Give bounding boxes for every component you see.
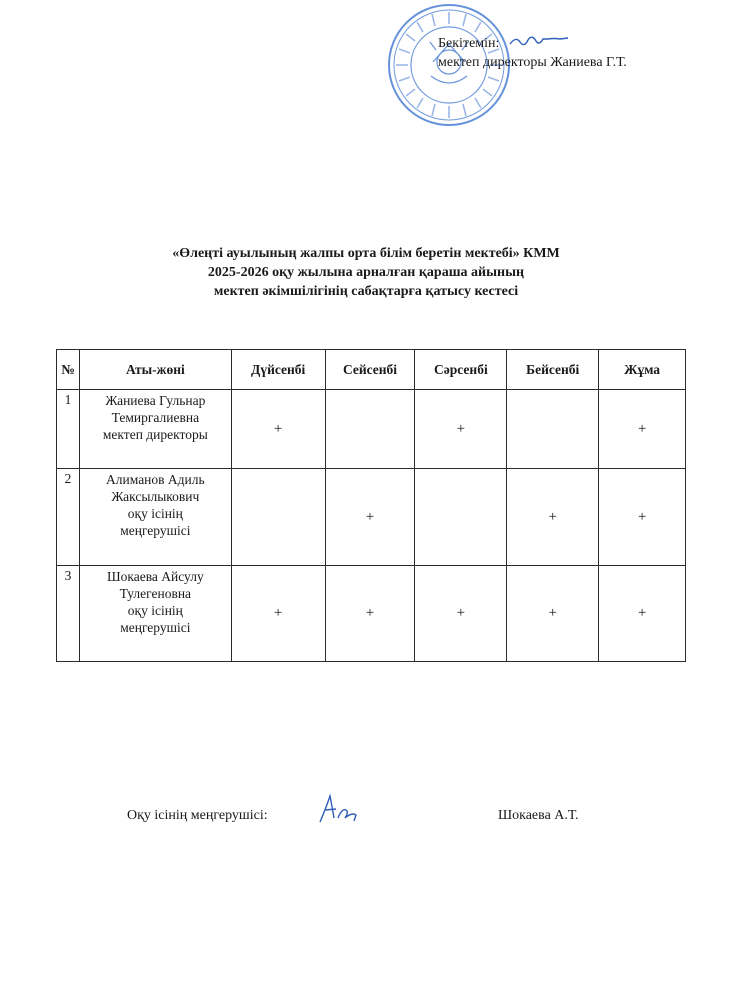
row-name-line: Темиргалиевна: [111, 410, 200, 425]
cell-tuesday: +: [325, 566, 415, 662]
table-row: [57, 566, 686, 662]
cell-monday: +: [231, 566, 325, 662]
header-name: Аты-жөні: [79, 350, 231, 390]
header-monday: Дүйсенбі: [231, 350, 325, 390]
header-thursday: Бейсенбі: [507, 350, 599, 390]
cell-wednesday: +: [415, 566, 507, 662]
row-name-line: Жаксылыкович: [111, 489, 200, 504]
cell-tuesday: +: [325, 469, 415, 566]
row-num: 2: [57, 469, 80, 566]
row-name-line: меңгерушісі: [120, 620, 191, 635]
cell-wednesday: [415, 469, 507, 566]
row-num: 1: [57, 390, 80, 469]
cell-friday: +: [599, 566, 686, 662]
row-name-line: Тулегеновна: [119, 586, 192, 601]
cell-friday: +: [599, 469, 686, 566]
row-name-cell: [79, 469, 231, 566]
cell-wednesday: +: [415, 390, 507, 469]
row-name-line: оқу ісінің: [127, 603, 183, 618]
title-line-1: «Өлеңті ауылының жалпы орта білім беретін мектебі» КММ: [172, 246, 560, 261]
header-wednesday: Сәрсенбі: [415, 350, 507, 390]
cell-thursday: [507, 390, 599, 469]
footer-role-label: Оқу ісінің меңгерушісі:: [127, 808, 268, 823]
cell-monday: +: [231, 390, 325, 469]
head-teacher-signature: [316, 788, 360, 828]
table-row: [57, 390, 686, 469]
row-name-cell: [79, 566, 231, 662]
cell-friday: +: [599, 390, 686, 469]
row-name-line: Шокаева Айсулу: [107, 569, 204, 584]
approval-director: мектеп директоры Жаниева Г.Т.: [438, 55, 627, 70]
approval-label: Бекітемін:: [438, 36, 500, 51]
row-name-line: мектеп директоры: [102, 427, 208, 442]
cell-thursday: +: [507, 469, 599, 566]
title-line-3: мектеп әкімшілігінің сабақтарға қатысу кестесі: [213, 284, 519, 299]
row-name-line: оқу ісінің: [127, 506, 183, 521]
attendance-schedule-table: [56, 349, 686, 662]
cell-monday: [231, 469, 325, 566]
row-name-line: Жаниева Гульнар: [105, 393, 206, 408]
cell-thursday: +: [507, 566, 599, 662]
header-tuesday: Сейсенбі: [325, 350, 415, 390]
table-header-row: [57, 350, 686, 390]
header-num: №: [57, 350, 80, 390]
row-name-line: Алиманов Адиль: [106, 472, 205, 487]
document-title: [60, 244, 672, 301]
title-line-2: 2025-2026 оқу жылына арналған қараша айының: [207, 265, 525, 280]
row-num: 3: [57, 566, 80, 662]
cell-tuesday: [325, 390, 415, 469]
row-name-cell: [79, 390, 231, 469]
header-friday: Жұма: [599, 350, 686, 390]
approval-block: [438, 34, 627, 72]
footer-signatory-name: Шокаева А.Т.: [498, 808, 579, 823]
table-row: [57, 469, 686, 566]
row-name-line: меңгерушісі: [120, 523, 191, 538]
